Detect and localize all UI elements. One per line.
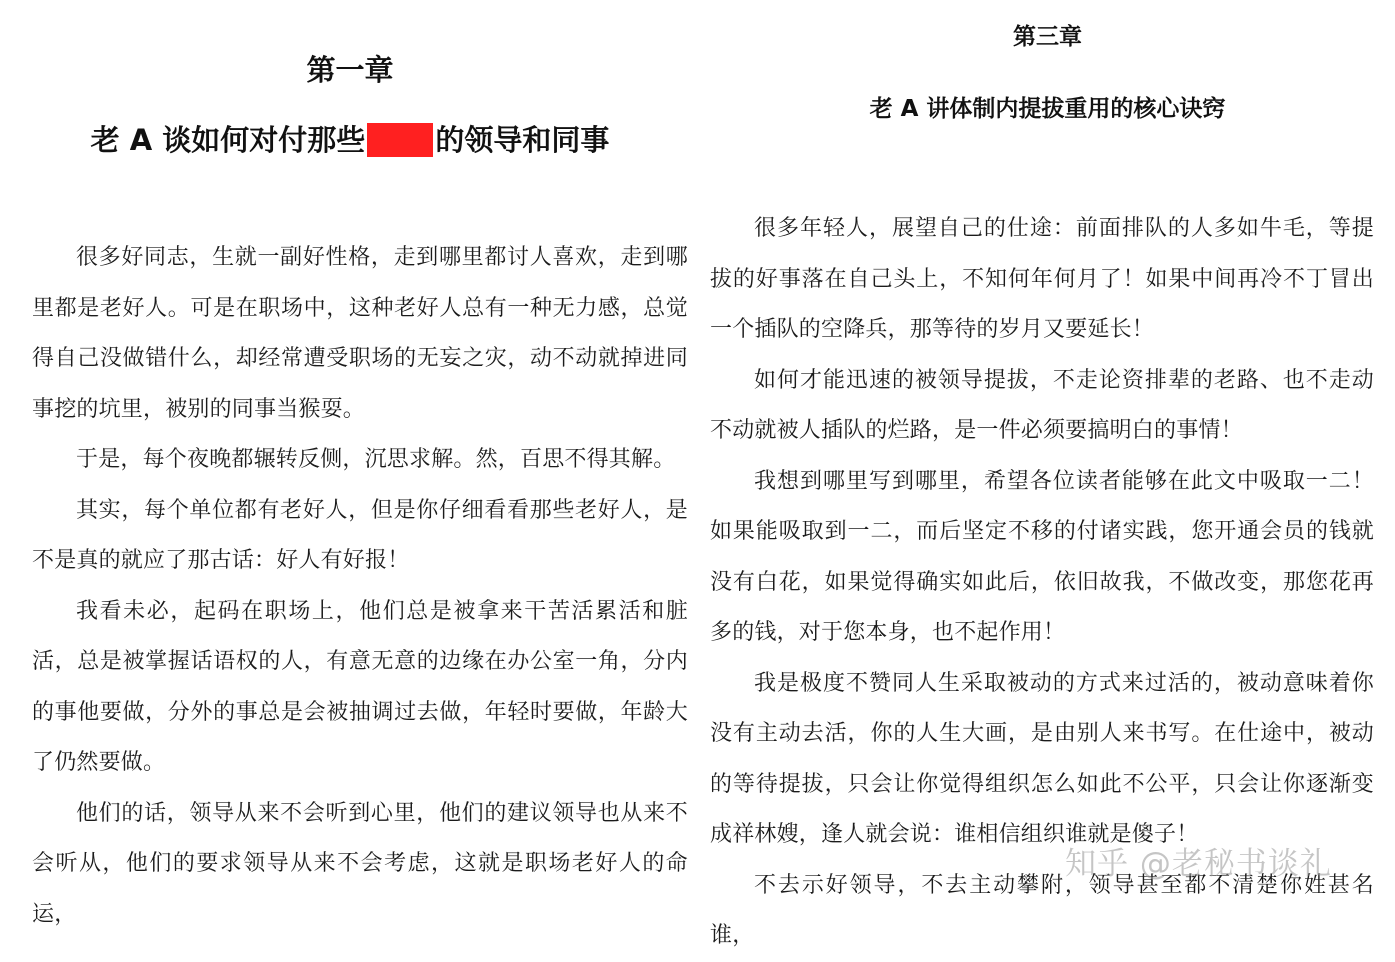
paragraph: 于是，每个夜晚都辗转反侧，沉思求解。然，百思不得其解。 [76,447,676,472]
chapter-body [32,233,688,940]
paragraph: 他们的话，领导从来不会听到心里，他们的建议领导也从来不会听从，他们的要求领导从来不会考虑，这就是职场老好人的命运， [32,800,688,927]
paragraph: 其实，每个单位都有老好人，但是你仔细看看那些老好人，是不是真的就应了那古话：好人有好报！ [32,497,688,573]
title-text-after: 的领导和同事 [435,123,610,157]
paragraph: 我看未必，起码在职场上，他们总是被拿来干苦活累活和脏活，总是被掌握话语权的人，有意无意的边缘在办公室一角，分内的事他要做，分外的事总是会被抽调过去做，年轻时要做，年龄大了仍然要做。 [32,598,688,775]
right-page [700,0,1395,948]
chapter-heading: 第三章 [1013,24,1082,50]
paragraph: 如何才能迅速的被领导提拔，不走论资排辈的老路、也不走动不动就被人插队的烂路，是一件必须要搞明白的事情！ [710,367,1374,443]
title-text-before: 老 A 谈如何对付那些 [90,123,366,157]
paragraph: 很多年轻人，展望自己的仕途：前面排队的人多如牛毛，等提拔的好事落在自己头上，不知何年何月了！如果中间再冷不丁冒出一个插队的空降兵，那等待的岁月又要延长！ [710,216,1374,342]
paragraph: 我是极度不赞同人生采取被动的方式来过活的，被动意味着你没有主动去活，你的人生大画，是由别人来书写。在仕途中，被动的等待提拔，只会让你觉得组织怎么如此不公平，只会让你逐渐变成祥林嫂，逢人就会说：谁相信组织谁就是傻子！ [710,670,1374,847]
paragraph: 很多好同志，生就一副好性格，走到哪里都讨人喜欢，走到哪里都是老好人。可是在职场中，这种老好人总有一种无力感，总觉得自己没做错什么，却经常遭受职场的无妄之灾，动不动就掉进同事挖的坑里，被别的同事当猴耍。 [32,245,688,422]
chapter-title: 老 A 讲体制内提拔重用的核心诀窍 [869,96,1226,122]
paragraph: 我想到哪里写到哪里，希望各位读者能够在此文中吸取一二！如果能吸取到一二，而后坚定不移的付诸实践，您开通会员的钱就没有白花，如果觉得确实如此后，依旧故我，不做改变，那您花再多的钱，对于您本身，也不起作用！ [710,468,1374,645]
zhihu-watermark: 知乎 @老秘书谈礼 [1065,846,1332,882]
chapter-heading: 第一章 [306,53,394,87]
redaction-block [367,123,433,157]
chapter-title [0,118,700,159]
paragraph: 不去示好领导，不去主动攀附，领导甚至都不清楚你姓甚名谁， [710,872,1374,948]
left-page [0,0,700,927]
